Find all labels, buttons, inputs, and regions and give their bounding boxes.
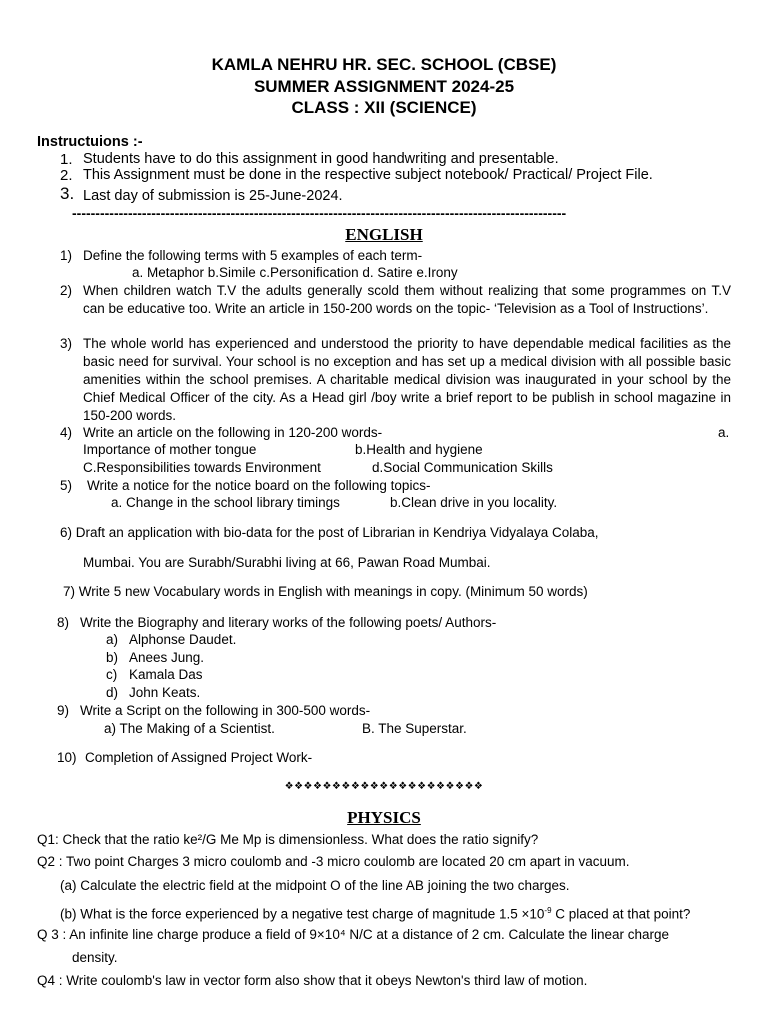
instructions-heading: Instructuions :- xyxy=(37,134,143,150)
eng-q3-text: The whole world has experienced and understood the priority to have dependable medical facilities as the basic need for survival. Your school is no exception and has set up a medical division with all possible basic amenities within the school premises. A charitable medical division was inaugurated in your school by the Chief Medical Officer of the city. As a Head girl /boy write a brief report to be publish in school magazine in 150-200 words. xyxy=(83,336,731,423)
phy-q2b xyxy=(60,902,690,923)
eng-q9-opt-a: a) The Making of a Scientist. xyxy=(104,721,275,736)
eng-q9-text: Write a Script on the following in 300-500 words- xyxy=(80,703,371,718)
eng-q10-num: 10) xyxy=(57,750,77,765)
eng-q5-opt-a: a. Change in the school library timings xyxy=(111,495,340,510)
eng-q8-text: Write the Biography and literary works of the following poets/ Authors- xyxy=(80,615,497,630)
eng-q4-num: 4) xyxy=(60,425,73,440)
eng-q8-num: 8) xyxy=(57,615,70,630)
eng-q1-text: Define the following terms with 5 examples of each term- xyxy=(83,248,423,263)
english-heading: ENGLISH xyxy=(345,225,423,244)
author-name-a: Alphonse Daudet. xyxy=(129,632,237,647)
eng-q6-line1: 6) Draft an application with bio-data for the post of Librarian in Kendriya Vidyalaya Colaba, xyxy=(60,525,599,540)
eng-q9-num: 9) xyxy=(57,703,70,718)
author-marker-b: b) xyxy=(106,650,119,665)
dashed-divider: ---------------------------------------------------------------------------------------------------------- xyxy=(72,205,567,221)
instruction-3: Last day of submission is 25-June-2024. xyxy=(83,188,343,204)
phy-q3-line1: Q 3 : An infinite line charge produce a field of 9×10⁴ N/C at a distance of 2 cm. Calculate the linear charge xyxy=(37,927,670,942)
eng-q7-text: 7) Write 5 new Vocabulary words in English with meanings in copy. (Minimum 50 words) xyxy=(63,584,588,599)
author-name-c: Kamala Das xyxy=(129,667,203,682)
eng-q4-line3b: d.Social Communication Skills xyxy=(372,460,553,475)
assignment-title: SUMMER ASSIGNMENT 2024-25 xyxy=(253,77,515,96)
eng-q4-line2a: Importance of mother tongue xyxy=(83,442,257,457)
phy-q2b-exponent: -9 xyxy=(544,906,552,915)
eng-q3-num: 3) xyxy=(60,336,73,351)
class-title: CLASS : XII (SCIENCE) xyxy=(291,98,477,117)
phy-q2b-post: C placed at that point? xyxy=(551,906,691,922)
phy-q2b-pre: (b) What is the force experienced by a negative test charge of magnitude 1.5 ×10 xyxy=(60,906,545,922)
eng-q1-options: a. Metaphor b.Simile c.Personification d. Satire e.Irony xyxy=(132,265,458,280)
school-name: KAMLA NEHRU HR. SEC. SCHOOL (CBSE) xyxy=(211,55,557,74)
eng-q4-line3a: C.Responsibilities towards Environment xyxy=(83,460,321,475)
author-marker-a: a) xyxy=(106,632,119,647)
eng-q10-text: Completion of Assigned Project Work- xyxy=(85,750,313,765)
eng-q5-num: 5) xyxy=(60,478,73,493)
phy-q4: Q4 : Write coulomb's law in vector form also show that it obeys Newton's third law of motion. xyxy=(37,973,588,988)
instruction-num-3: 3. xyxy=(60,184,75,203)
eng-q2-text: When children watch T.V the adults generally scold them without realizing that some programmes on T.V can be educative too. Write an article in 150-200 words on the topic- ‘Television as a Tool of Instructions’. xyxy=(83,283,731,316)
instruction-num-1: 1. xyxy=(60,151,73,168)
phy-q2: Q2 : Two point Charges 3 micro coulomb and -3 micro coulomb are located 20 cm apart in vacuum. xyxy=(37,854,630,869)
instruction-1: Students have to do this assignment in good handwriting and presentable. xyxy=(83,151,559,167)
diamond-separator: ❖❖❖❖❖❖❖❖❖❖❖❖❖❖❖❖❖❖❖❖❖ xyxy=(284,781,484,792)
instruction-2: This Assignment must be done in the respective subject notebook/ Practical/ Project File. xyxy=(83,167,653,183)
eng-q4-line2b: b.Health and hygiene xyxy=(355,442,483,457)
author-marker-d: d) xyxy=(106,685,119,700)
physics-heading: PHYSICS xyxy=(347,808,421,827)
eng-q5-opt-b: b.Clean drive in you locality. xyxy=(390,495,558,510)
eng-q6-line2: Mumbai. You are Surabh/Surabhi living at 66, Pawan Road Mumbai. xyxy=(83,555,491,570)
author-name-d: John Keats. xyxy=(129,685,201,700)
eng-q4-a-marker: a. xyxy=(718,425,730,440)
author-marker-c: c) xyxy=(106,667,118,682)
instruction-num-2: 2. xyxy=(60,167,73,184)
eng-q9-opt-b: B. The Superstar. xyxy=(362,721,467,736)
phy-q2a: (a) Calculate the electric field at the midpoint O of the line AB joining the two charges. xyxy=(60,878,570,893)
eng-q2-num: 2) xyxy=(60,283,73,298)
phy-q3-line2: density. xyxy=(72,950,118,965)
eng-q1-num: 1) xyxy=(60,248,73,263)
eng-q4-text: Write an article on the following in 120-200 words- xyxy=(83,425,383,440)
author-name-b: Anees Jung. xyxy=(129,650,205,665)
phy-q1: Q1: Check that the ratio ke²/G Me Mp is dimensionless. What does the ratio signify? xyxy=(37,832,539,847)
eng-q5-text: Write a notice for the notice board on the following topics- xyxy=(87,478,431,493)
